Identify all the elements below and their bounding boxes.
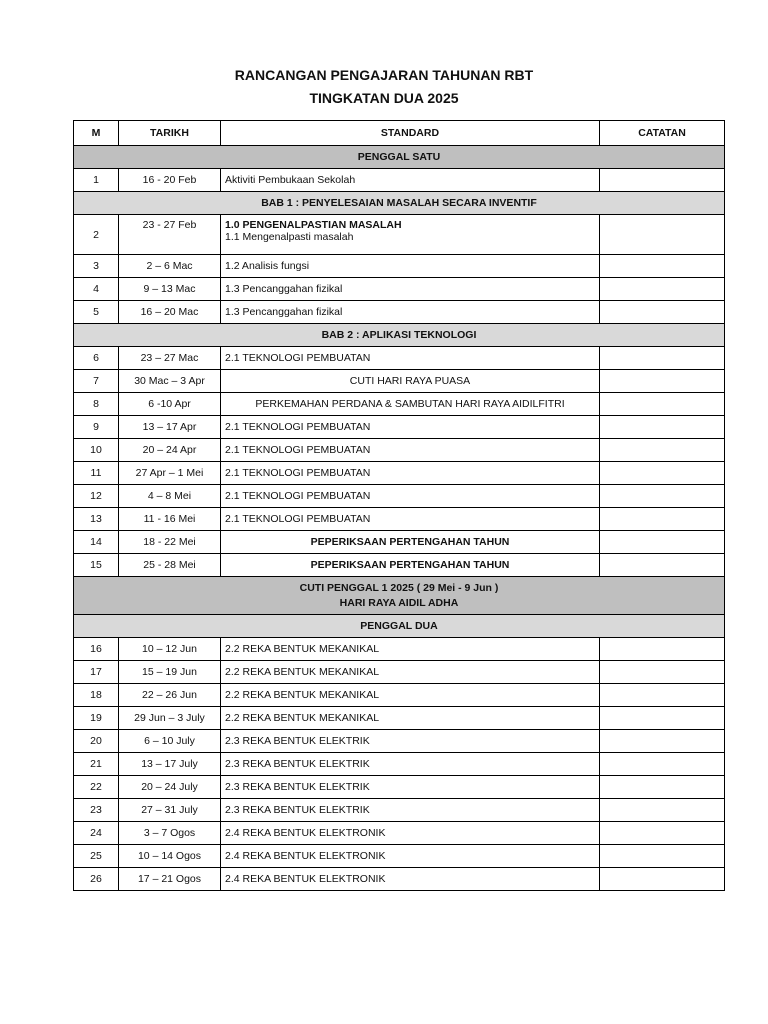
notes-cell [600,508,725,531]
notes-cell [600,439,725,462]
notes-cell [600,868,725,891]
week-number-cell: 23 [74,799,119,822]
date-cell: 2 – 6 Mac [119,255,221,278]
standard-cell: PEPERIKSAAN PERTENGAHAN TAHUN [221,554,600,577]
date-cell: 11 - 16 Mei [119,508,221,531]
notes-cell [600,661,725,684]
document-subtitle: TINGKATAN DUA 2025 [309,90,459,106]
week-number-cell: 26 [74,868,119,891]
standard-cell: 2.1 TEKNOLOGI PEMBUATAN [221,485,600,508]
notes-cell [600,753,725,776]
table-body [74,146,725,891]
table-row [74,753,725,776]
chapter-heading: BAB 2 : APLIKASI TEKNOLOGI [74,324,725,347]
week-number-cell: 13 [74,508,119,531]
notes-cell [600,278,725,301]
standard-cell: 2.2 REKA BENTUK MEKANIKAL [221,684,600,707]
lesson-plan-table [73,120,725,891]
notes-cell [600,169,725,192]
date-cell: 17 – 21 Ogos [119,868,221,891]
date-cell: 27 – 31 July [119,799,221,822]
week-number-cell: 14 [74,531,119,554]
column-header-standard: STANDARD [221,121,600,146]
chapter-heading-row [74,192,725,215]
table-row [74,508,725,531]
notes-cell [600,730,725,753]
column-header-tarikh: TARIKH [119,121,221,146]
standard-cell: 2.1 TEKNOLOGI PEMBUATAN [221,416,600,439]
week-number-cell: 20 [74,730,119,753]
document-title: RANCANGAN PENGAJARAN TAHUNAN RBT [234,67,534,83]
standard-cell: 2.1 TEKNOLOGI PEMBUATAN [221,347,600,370]
table-row [74,169,725,192]
standard-cell: 2.1 TEKNOLOGI PEMBUATAN [221,508,600,531]
week-number-cell: 7 [74,370,119,393]
week-number-cell: 15 [74,554,119,577]
table-header-row [74,121,725,146]
standard-cell: 2.4 REKA BENTUK ELEKTRONIK [221,868,600,891]
week-number-cell: 22 [74,776,119,799]
column-header-m: M [74,121,119,146]
week-number-cell: 12 [74,485,119,508]
date-cell: 13 – 17 Apr [119,416,221,439]
table-row [74,822,725,845]
notes-cell [600,370,725,393]
standard-cell: 2.2 REKA BENTUK MEKANIKAL [221,661,600,684]
notes-cell [600,255,725,278]
notes-cell [600,684,725,707]
date-cell: 25 - 28 Mei [119,554,221,577]
table-row [74,845,725,868]
notes-cell [600,638,725,661]
table-row [74,439,725,462]
week-number-cell: 6 [74,347,119,370]
week-number-cell: 2 [74,215,119,255]
table-row [74,531,725,554]
date-cell: 10 – 12 Jun [119,638,221,661]
date-cell: 29 Jun – 3 July [119,707,221,730]
date-cell: 13 – 17 July [119,753,221,776]
date-cell: 9 – 13 Mac [119,278,221,301]
table-row [74,776,725,799]
notes-cell [600,707,725,730]
standard-cell: 1.3 Pencanggahan fizikal [221,278,600,301]
table-row [74,370,725,393]
table-row [74,730,725,753]
notes-cell [600,347,725,370]
notes-cell [600,215,725,255]
standard-cell: 2.4 REKA BENTUK ELEKTRONIK [221,845,600,868]
standard-cell: 2.3 REKA BENTUK ELEKTRIK [221,776,600,799]
column-header-catatan: CATATAN [600,121,725,146]
week-number-cell: 21 [74,753,119,776]
holiday-line-2: HARI RAYA AIDIL ADHA [339,596,459,609]
table-row [74,638,725,661]
standard-subheading: 1.1 Mengenalpasti masalah [225,231,354,243]
table-row [74,416,725,439]
week-number-cell: 3 [74,255,119,278]
term-heading: PENGGAL SATU [74,146,725,169]
date-cell: 4 – 8 Mei [119,485,221,508]
week-number-cell: 25 [74,845,119,868]
table-row [74,554,725,577]
date-cell: 22 – 26 Jun [119,684,221,707]
week-number-cell: 5 [74,301,119,324]
date-cell: 3 – 7 Ogos [119,822,221,845]
week-number-cell: 24 [74,822,119,845]
table-row [74,799,725,822]
table-row [74,255,725,278]
table-row [74,684,725,707]
standard-cell: 1.2 Analisis fungsi [221,255,600,278]
chapter-heading-row [74,615,725,638]
standard-cell: PEPERIKSAAN PERTENGAHAN TAHUN [221,531,600,554]
holiday-row [74,577,725,615]
table-row [74,278,725,301]
date-cell: 20 – 24 July [119,776,221,799]
standard-cell: 2.2 REKA BENTUK MEKANIKAL [221,638,600,661]
date-cell: 27 Apr – 1 Mei [119,462,221,485]
standard-cell: 2.3 REKA BENTUK ELEKTRIK [221,799,600,822]
notes-cell [600,301,725,324]
week-number-cell: 9 [74,416,119,439]
week-number-cell: 17 [74,661,119,684]
notes-cell [600,462,725,485]
standard-cell: 2.3 REKA BENTUK ELEKTRIK [221,753,600,776]
notes-cell [600,776,725,799]
date-cell: 16 - 20 Feb [119,169,221,192]
date-cell: 18 - 22 Mei [119,531,221,554]
date-cell: 6 – 10 July [119,730,221,753]
standard-cell: 2.4 REKA BENTUK ELEKTRONIK [221,822,600,845]
chapter-heading: PENGGAL DUA [74,615,725,638]
notes-cell [600,416,725,439]
date-cell: 23 – 27 Mac [119,347,221,370]
standard-cell: Aktiviti Pembukaan Sekolah [221,169,600,192]
notes-cell [600,554,725,577]
standard-cell [221,215,600,255]
week-number-cell: 16 [74,638,119,661]
standard-cell: 2.2 REKA BENTUK MEKANIKAL [221,707,600,730]
notes-cell [600,845,725,868]
table-row [74,347,725,370]
table-row [74,462,725,485]
notes-cell [600,485,725,508]
date-cell: 20 – 24 Apr [119,439,221,462]
term-heading-row [74,146,725,169]
table-row [74,215,725,255]
week-number-cell: 8 [74,393,119,416]
week-number-cell: 11 [74,462,119,485]
table-row [74,661,725,684]
standard-cell: 2.1 TEKNOLOGI PEMBUATAN [221,439,600,462]
standard-cell: 2.1 TEKNOLOGI PEMBUATAN [221,462,600,485]
holiday-line-1: CUTI PENGGAL 1 2025 ( 29 Mei - 9 Jun ) [299,581,499,594]
chapter-heading: BAB 1 : PENYELESAIAN MASALAH SECARA INVENTIF [74,192,725,215]
date-cell: 23 - 27 Feb [119,215,221,255]
date-cell: 16 – 20 Mac [119,301,221,324]
week-number-cell: 1 [74,169,119,192]
date-cell: 6 -10 Apr [119,393,221,416]
table-row [74,485,725,508]
standard-cell: 2.3 REKA BENTUK ELEKTRIK [221,730,600,753]
week-number-cell: 4 [74,278,119,301]
standard-heading: 1.0 PENGENALPASTIAN MASALAH [225,219,402,231]
table-row [74,393,725,416]
week-number-cell: 19 [74,707,119,730]
week-number-cell: 10 [74,439,119,462]
standard-cell: 1.3 Pencanggahan fizikal [221,301,600,324]
notes-cell [600,531,725,554]
chapter-heading-row [74,324,725,347]
date-cell: 15 – 19 Jun [119,661,221,684]
table-row [74,301,725,324]
week-number-cell: 18 [74,684,119,707]
table-row [74,868,725,891]
standard-cell: CUTI HARI RAYA PUASA [221,370,600,393]
notes-cell [600,799,725,822]
date-cell: 10 – 14 Ogos [119,845,221,868]
date-cell: 30 Mac – 3 Apr [119,370,221,393]
notes-cell [600,822,725,845]
holiday-cell [74,577,725,615]
notes-cell [600,393,725,416]
table-row [74,707,725,730]
standard-cell: PERKEMAHAN PERDANA & SAMBUTAN HARI RAYA AIDILFITRI [221,393,600,416]
